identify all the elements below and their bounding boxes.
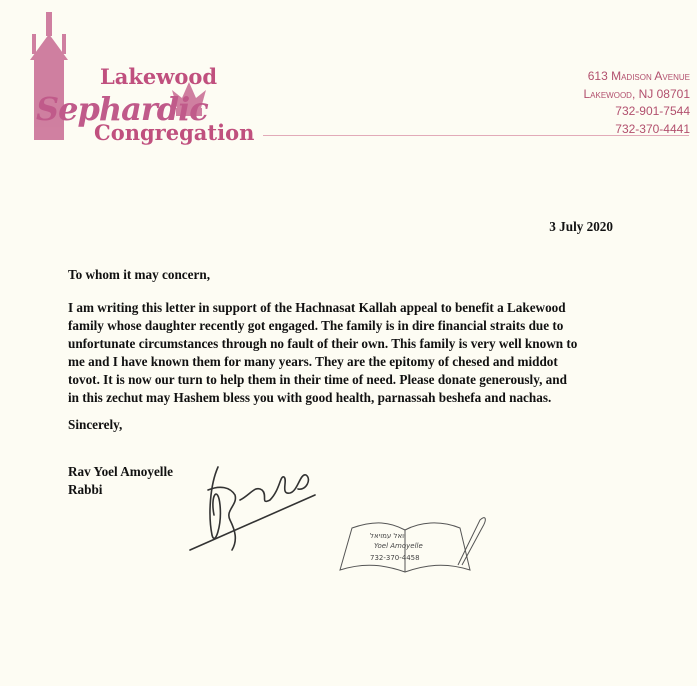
- handwritten-signature: [180, 455, 330, 560]
- address-city: Lakewood, NJ 08701: [583, 86, 690, 101]
- congregation-logo: [12, 8, 262, 143]
- body-line: in this zechut may Hashem bless you with good health, parnassah beshefa and nachas.: [68, 390, 552, 405]
- signer-title: Rabbi: [68, 482, 103, 497]
- phone-2: 732-370-4441: [615, 121, 690, 136]
- body-line: me and I have known them for many years. They are the epitomy of chesed and middot: [68, 354, 558, 369]
- letter-date: 3 July 2020: [549, 219, 613, 234]
- svg-text:יואל עמויאל: יואל עמויאל: [370, 532, 406, 540]
- svg-text:Yoel Amoyelle: Yoel Amoyelle: [374, 542, 423, 550]
- body-line: unfortunate circumstances through no fault of their own. This family is very well known to: [68, 336, 578, 351]
- address-street: 613 Madison Avenue: [587, 69, 690, 83]
- logo-sephardic: Sephardic: [36, 90, 208, 128]
- letter-closing: Sincerely,: [68, 417, 123, 432]
- svg-text:732-370-4458: 732-370-4458: [370, 554, 420, 562]
- body-line: I am writing this letter in support of the Hachnasat Kallah appeal to benefit a Lakewood: [68, 300, 566, 315]
- rabbi-stamp: [330, 510, 490, 585]
- phone-1: 732-901-7544: [615, 104, 690, 118]
- letter-body: [68, 299, 668, 407]
- letter-greeting: To whom it may concern,: [68, 267, 211, 282]
- letterhead-address: [584, 68, 691, 138]
- logo-lakewood: Lakewood: [100, 64, 218, 89]
- body-line: tovot. It is now our turn to help them in their time of need. Please donate generously, and: [68, 372, 567, 387]
- body-line: family whose daughter recently got engaged. The family is in dire financial straits due to: [68, 318, 564, 333]
- logo-congregation: Congregation: [94, 120, 255, 145]
- signer-name: Rav Yoel Amoyelle: [68, 464, 173, 479]
- letterhead-divider: [263, 135, 689, 136]
